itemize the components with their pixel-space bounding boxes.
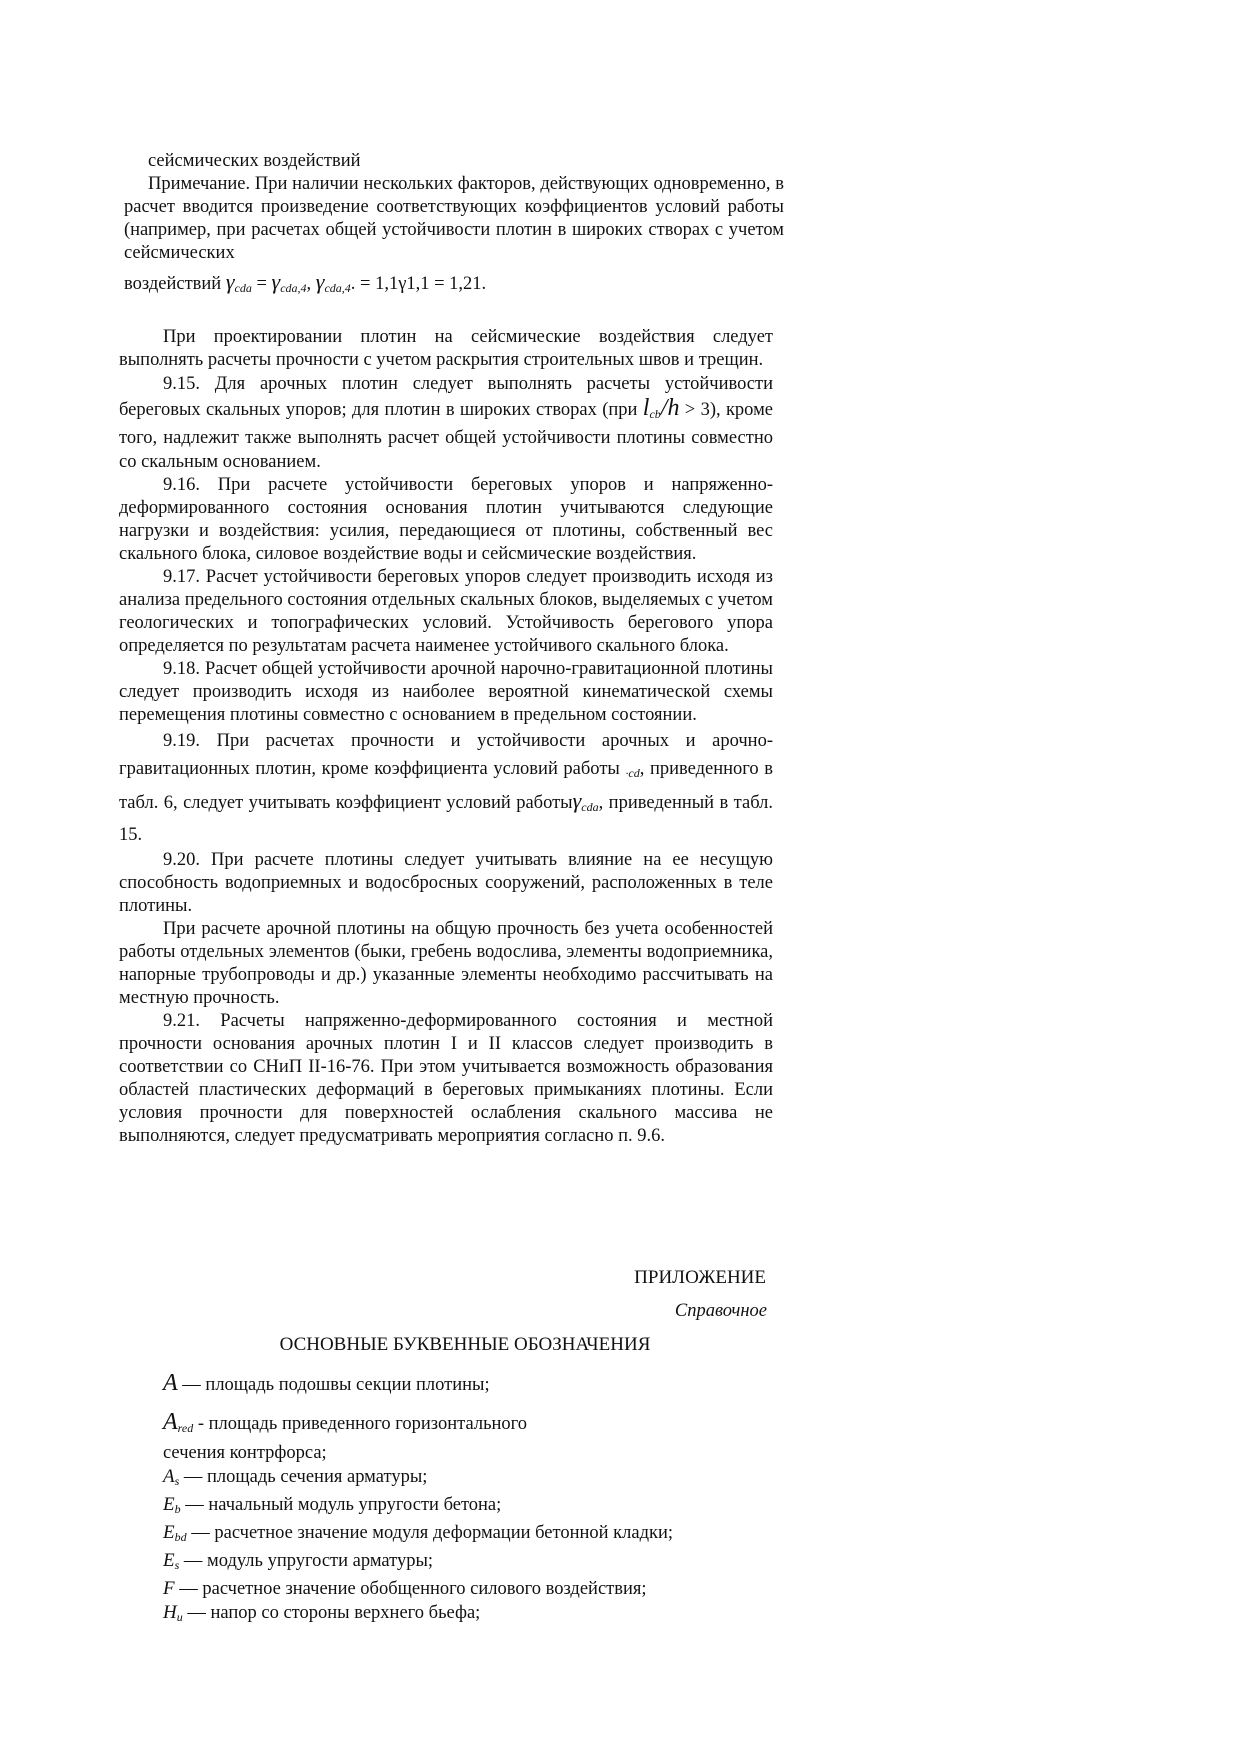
note-text: Примечание. При наличии нескольких факторов, действующих одновременно, в расчет вводится произведение соответствующих коэффициентов условий работы (например, при расчетах общей устойчивости плотин в широких створах с учетом сейсмических — [124, 174, 784, 263]
list-item: $A_s$ — площадь сечения арматуры; — [163, 1466, 428, 1488]
paragraph-9-19: 9.19. При расчетах прочности и устойчивости арочных и арочно-гравитационных плотин, кроме коэффициента условий работы $_{\cdot cd}$, приведенного в табл. 6, следует учитывать коэффициент условий работыγ$_{cda}$, приведенный в табл. 15. — [119, 731, 774, 845]
list-item: $H_u$ — напор со стороны верхнего бьефа; — [163, 1602, 481, 1624]
list-item: A — площадь подошвы секции плотины; — [163, 1370, 490, 1396]
main-body — [119, 326, 773, 1148]
note-carryover-line: сейсмических воздействий — [148, 151, 361, 171]
paragraph: При проектировании плотин на сейсмические воздействия следует выполнять расчеты прочности с учетом раскрытия строительных швов и трещин. — [119, 327, 773, 370]
list-item-continuation: сечения контрфорса; — [163, 1443, 327, 1463]
paragraph: При расчете арочной плотины на общую прочность без учета особенностей работы отдельных элементов (быки, гребень водослива, элементы водоприемника, напорные трубопроводы и др.) указанные элементы необходимо рассчитывать на местную прочность. — [119, 919, 773, 1008]
gamma-symbol: γ — [225, 269, 235, 294]
gamma-symbol: γ — [572, 788, 582, 813]
list-item: $A_{red}$ - площадь приведенного горизонтального — [163, 1409, 528, 1435]
paragraph-9-15: 9.15. Для арочных плотин следует выполнять расчеты устойчивости береговых скальных упоров; для плотин в широких створах (при $l_{cb}/h > 3$), кроме того, надлежит также выполнять расчет общей устойчивости плотины совместно со скальным основанием. — [119, 374, 773, 472]
paragraph-9-21: 9.21. Расчеты напряженно-деформированного состояния и местной прочности основания арочных плотин I и II классов следует производить в соответствии со СНиП II-16-76. При этом учитывается возможность образования областей пластических деформаций в береговых примыканиях плотины. Если условия прочности для поверхностей ослабления скального массива не выполняются, следует предусматривать мероприятия согласно п. 9.6. — [119, 1011, 773, 1146]
list-item: $E_s$ — модуль упругости арматуры; — [163, 1550, 434, 1572]
paragraph-9-17: 9.17. Расчет устойчивости береговых упоров следует производить исходя из анализа предельного состояния отдельных скальных блоков, выделяемых с учетом геологических и топографических условий. Устойчивость берегового упора определяется по результатам расчета наименее устойчивого скального блока. — [119, 567, 773, 656]
gamma-symbol: γ — [271, 269, 281, 294]
list-item: F — расчетное значение обобщенного силового воздействия; — [163, 1578, 647, 1599]
appendix-title: ОСНОВНЫЕ БУКВЕННЫЕ ОБОЗНАЧЕНИЯ — [279, 1334, 651, 1355]
list-item: $E_{bd}$ — расчетное значение модуля деформации бетонной кладки; — [163, 1522, 674, 1544]
paragraph-9-20: 9.20. При расчете плотины следует учитывать влияние на ее несущую способность водоприемных и водосбросных сооружений, расположенных в теле плотины. — [119, 850, 773, 916]
note-formula: воздействий $\gamma_{cda} = \gamma_{cda,4}$, $\gamma_{cda,4}$. = 1,1γ1,1 = 1,21. — [124, 269, 487, 295]
symbols-list — [163, 1368, 783, 1629]
gamma-symbol: γ — [315, 269, 325, 294]
appendix-label: ПРИЛОЖЕНИЕ — [634, 1267, 766, 1288]
list-item: $E_b$ — начальный модуль упругости бетона; — [163, 1494, 502, 1516]
paragraph-9-16: 9.16. При расчете устойчивости береговых упоров и напряженно-деформированного состояния основания плотин учитываются следующие нагрузки и воздействия: усилия, передающиеся от плотины, собственный вес скального блока, силовое воздействие воды и сейсмические воздействия. — [119, 475, 773, 564]
note-block — [148, 150, 784, 173]
note-paragraph — [124, 173, 784, 303]
appendix-subtitle: Справочное — [674, 1301, 767, 1321]
paragraph-9-18: 9.18. Расчет общей устойчивости арочной нарочно-гравитационной плотины следует производить исходя из наиболее вероятной кинематической схемы перемещения плотины совместно с основанием в предельном состоянии. — [119, 659, 773, 725]
